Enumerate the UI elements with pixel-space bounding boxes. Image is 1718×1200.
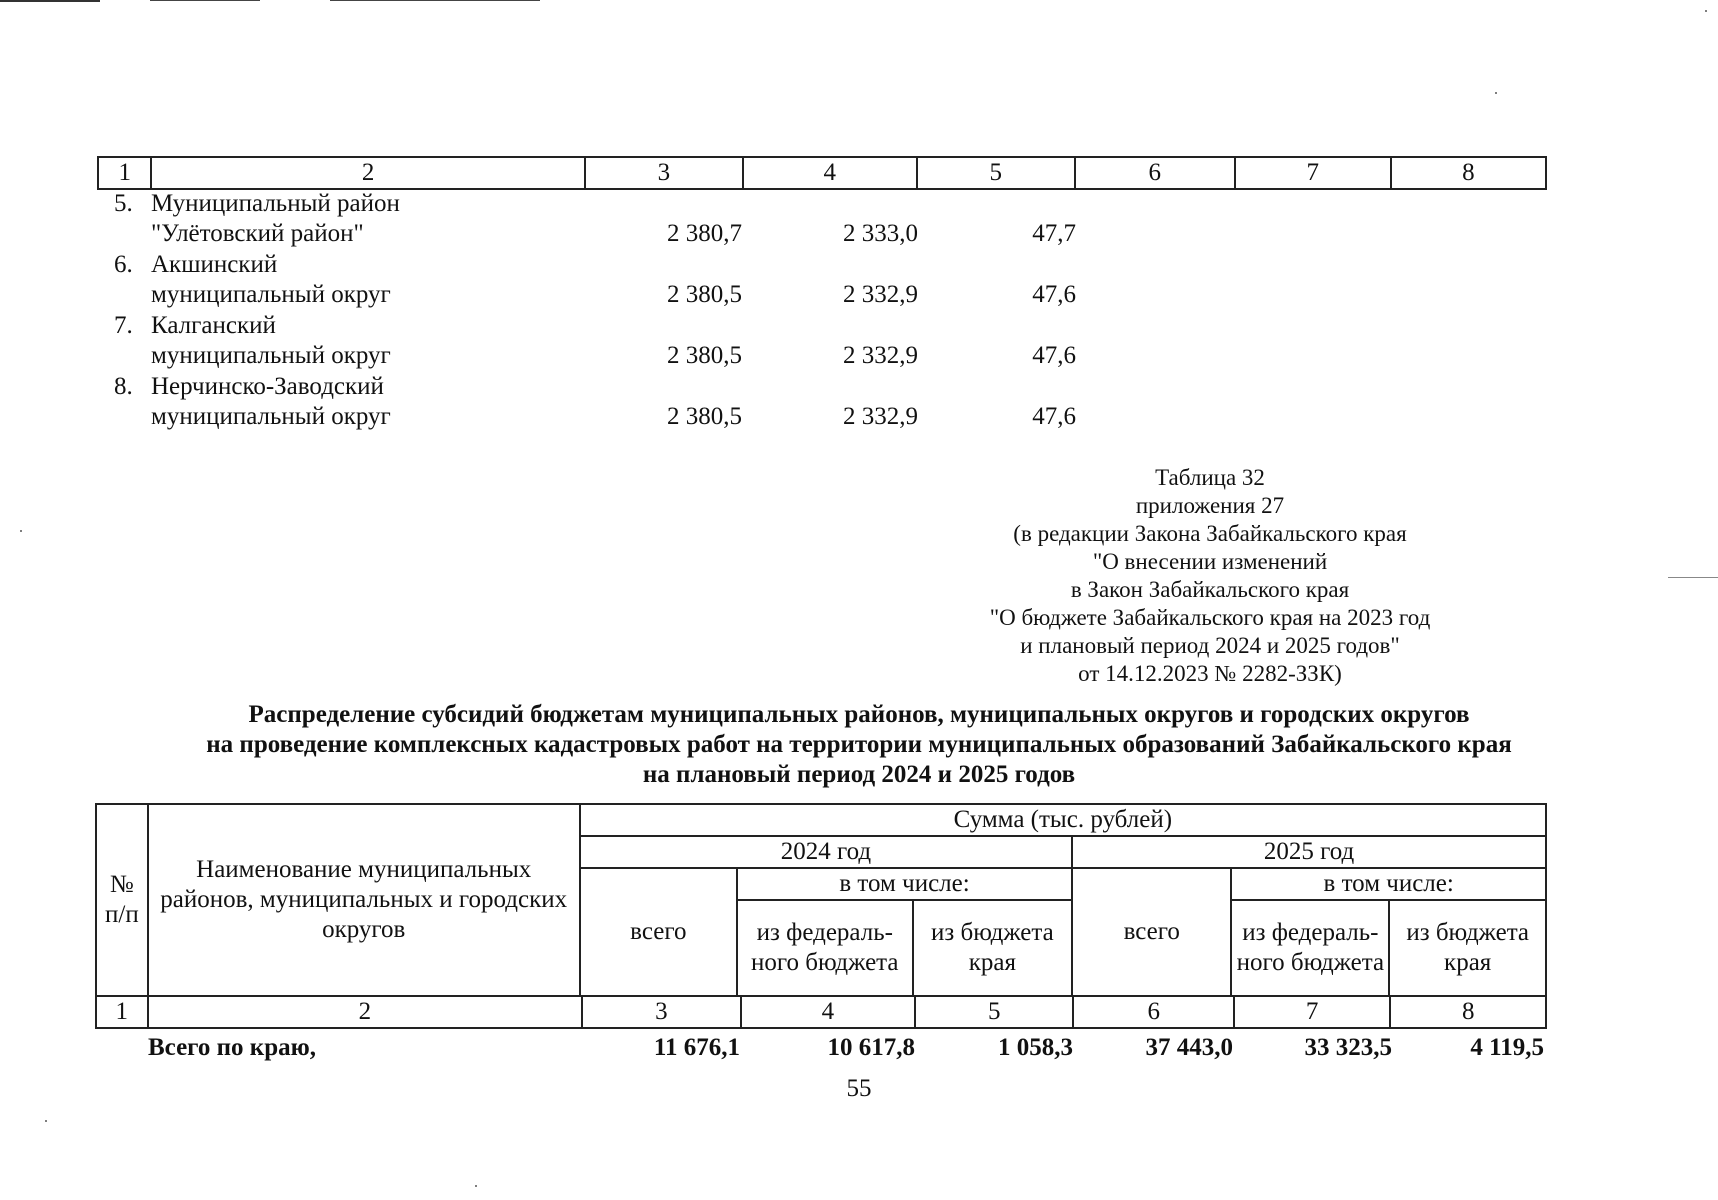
caption-line: от 14.12.2023 № 2282-ЗЗК)	[1078, 661, 1342, 686]
total-label: Всего по краю,	[148, 1034, 316, 1061]
column-number-row	[95, 995, 1547, 1029]
cell-col5: 47,6	[1032, 342, 1076, 369]
cell-col5: 47,6	[1032, 281, 1076, 308]
top-header-cell: 8	[1391, 157, 1546, 189]
total-col3: 11 676,1	[653, 1034, 740, 1061]
header-incl-2025: в том числе:	[1231, 868, 1546, 900]
scan-speck	[475, 1185, 477, 1187]
row-number: 8.	[114, 373, 133, 400]
top-header-cell: 5	[917, 157, 1075, 189]
header-total-2025: всего	[1072, 868, 1231, 996]
top-header-cell: 6	[1075, 157, 1235, 189]
header-reg-label: из бюджета края	[1406, 919, 1530, 976]
top-column-header-table	[97, 156, 1547, 190]
header-name-label: Наименование муниципальных районов, муниципальных и городских округов	[160, 856, 568, 943]
col-number-cell: 8	[1390, 996, 1546, 1028]
caption-line: Таблица 32	[1155, 465, 1265, 490]
total-col5: 1 058,3	[998, 1034, 1073, 1061]
cell-col3: 2 380,5	[667, 342, 742, 369]
header-fed-label: из федераль-ного бюджета	[751, 919, 899, 976]
title-line: на проведение комплексных кадастровых работ на территории муниципальных образований Забайкальского края	[206, 731, 1512, 758]
caption-line: приложения 27	[1135, 493, 1285, 518]
cell-col4: 2 332,9	[843, 342, 918, 369]
total-col4: 10 617,8	[827, 1034, 915, 1061]
scan-speck	[45, 1120, 47, 1122]
col-number-cell: 4	[741, 996, 915, 1028]
row-name-line2: муниципальный округ	[151, 281, 391, 308]
row-name-line1: Муниципальный район	[151, 190, 400, 217]
title-line: Распределение субсидий бюджетам муниципальных районов, муниципальных округов и городских округов	[248, 701, 1470, 728]
subsidy-distribution-table	[95, 803, 1547, 997]
cell-col4: 2 332,9	[843, 281, 918, 308]
top-header-cell: 1	[98, 157, 151, 189]
caption-line: в Закон Забайкальского края	[1070, 577, 1350, 602]
row-name-line2: муниципальный округ	[151, 342, 391, 369]
row-number: 6.	[114, 251, 133, 278]
title-line: на плановый период 2024 и 2025 годов	[642, 761, 1076, 788]
cell-col4: 2 332,9	[843, 403, 918, 430]
header-fed-2025	[1231, 900, 1389, 996]
header-year-2024: 2024 год	[580, 836, 1072, 868]
top-header-cell: 4	[743, 157, 917, 189]
scan-artifact-line	[330, 0, 540, 1]
top-header-cell: 7	[1235, 157, 1391, 189]
header-sum: Сумма (тыс. рублей)	[580, 804, 1546, 836]
total-col7: 33 323,5	[1304, 1034, 1392, 1061]
header-incl-2024: в том числе:	[737, 868, 1072, 900]
cell-col3: 2 380,7	[667, 220, 742, 247]
row-name-line1: Калганский	[151, 312, 276, 339]
row-name-line2: муниципальный округ	[151, 403, 391, 430]
row-name-line2: "Улётовский район"	[151, 220, 364, 247]
cell-col3: 2 380,5	[667, 281, 742, 308]
total-col8: 4 119,5	[1470, 1034, 1544, 1061]
col-number-cell: 6	[1073, 996, 1233, 1028]
caption-line: "О бюджете Забайкальского края на 2023 год	[989, 605, 1431, 630]
header-year-2025: 2025 год	[1072, 836, 1546, 868]
document-title	[0, 700, 1718, 790]
col-number-cell: 5	[915, 996, 1073, 1028]
col-number-cell: 2	[148, 996, 583, 1028]
total-col6: 37 443,0	[1145, 1034, 1233, 1061]
cell-col3: 2 380,5	[667, 403, 742, 430]
scan-artifact-line	[0, 0, 100, 2]
header-fed-2024	[737, 900, 913, 996]
header-reg-label: из бюджета края	[930, 919, 1054, 976]
table-caption	[980, 464, 1440, 688]
top-header-cell: 2	[151, 157, 584, 189]
col-number-cell: 7	[1234, 996, 1391, 1028]
cell-col5: 47,7	[1032, 220, 1076, 247]
scan-speck	[20, 530, 22, 532]
scan-speck	[1705, 10, 1707, 12]
col-number-cell: 3	[582, 996, 740, 1028]
header-reg-2024	[913, 900, 1073, 996]
cell-col5: 47,6	[1032, 403, 1076, 430]
row-number: 5.	[114, 190, 133, 217]
caption-line: (в редакции Закона Забайкальского края	[1013, 521, 1407, 546]
header-name	[148, 804, 580, 996]
header-num-label: № п/п	[105, 871, 139, 928]
header-num	[96, 804, 148, 996]
page-number: 55	[846, 1075, 872, 1102]
row-name-line1: Акшинский	[151, 251, 278, 278]
caption-line: и плановый период 2024 и 2025 годов"	[1020, 633, 1400, 658]
scan-speck	[1495, 92, 1497, 94]
col-number-cell: 1	[96, 996, 148, 1028]
cell-col4: 2 333,0	[843, 220, 918, 247]
scan-artifact-line	[1668, 577, 1718, 578]
row-name-line1: Нерчинско-Заводский	[151, 373, 384, 400]
scan-artifact-line	[150, 0, 260, 1]
header-fed-label: из федераль-ного бюджета	[1236, 919, 1385, 976]
header-reg-2025	[1389, 900, 1546, 996]
row-number: 7.	[114, 312, 133, 339]
header-total-2024: всего	[580, 868, 737, 996]
top-header-cell: 3	[585, 157, 743, 189]
caption-line: "О внесении изменений	[1092, 549, 1328, 574]
